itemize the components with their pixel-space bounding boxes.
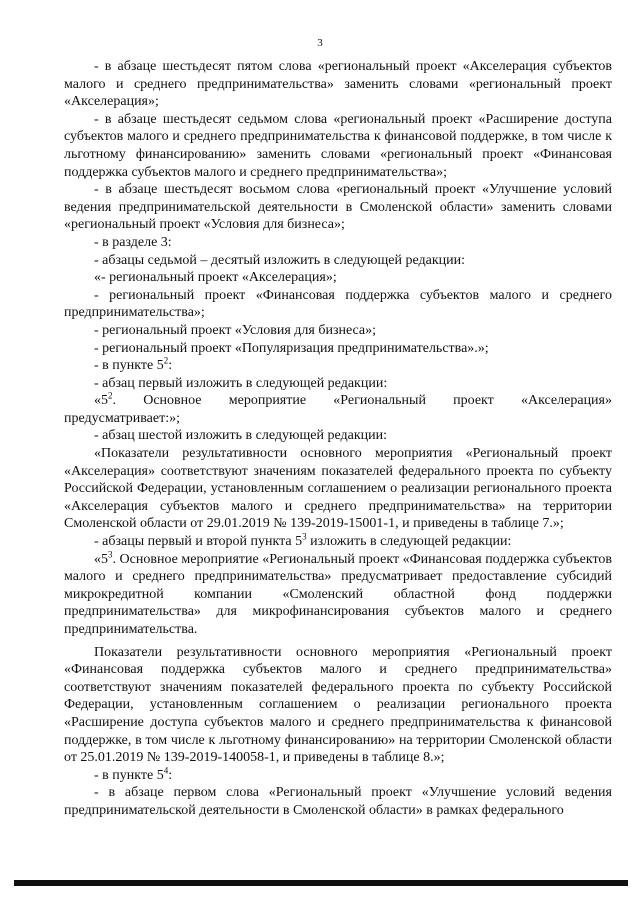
document-paragraph: - в абзаце первом слова «Региональный проект «Улучшение условий ведения предпринимательской деятельности в Смоленской области» в рамках федерального <box>64 785 612 818</box>
superscript: 2 <box>163 355 169 366</box>
document-paragraph <box>64 533 612 551</box>
document-paragraph: «Показатели результативности основного мероприятия «Региональный проект «Акселерация» соответствуют значениям показателей федерального проекта по субъекту Российской Федерации, установленным соглашением о реализации регионального проекта «Акселерация субъектов малого и среднего предпринимательства» на территории Смоленской области от 29.01.2019 № 139-2019-15001-1, и приведены в таблице 7.»; <box>64 446 612 532</box>
paragraph-text: . Основное мероприятие «Региональный проект «Финансовая поддержка субъектов малого и среднего предпринимательства» предусматривает предоставление субсидий микрокредитной компании «Смоленский областной фонд поддержки предпринимательства» для микрофинансирования субъектов малого и среднего предпринимательства. <box>64 551 612 637</box>
document-body <box>64 58 612 820</box>
document-paragraph: - региональный проект «Условия для бизнеса»; <box>94 322 377 338</box>
page-number: 3 <box>317 37 323 49</box>
document-paragraph: - абзац первый изложить в следующей редакции: <box>94 375 388 391</box>
document-paragraph: «- региональный проект «Акселерация»; <box>94 270 337 286</box>
superscript: 3 <box>302 531 307 542</box>
document-paragraph: - в абзаце шестьдесят пятом слова «региональный проект «Акселерация субъектов малого и среднего предпринимательства» заменить словами «региональный проект «Акселерация»; <box>64 59 612 110</box>
paragraph-text: . Основное мероприятие «Региональный проект «Акселерация» предусматривает:»; <box>64 393 612 426</box>
page-bottom-border <box>14 880 628 886</box>
document-paragraph: - абзац шестой изложить в следующей редакции: <box>94 428 387 444</box>
document-paragraph: - в абзаце шестьдесят восьмом слова «региональный проект «Улучшение условий ведения предпринимательской деятельности в Смоленской области» заменить словами «региональный проект «Условия для бизнеса»; <box>64 182 612 233</box>
paragraph-text: изложить в следующей редакции: <box>306 534 512 550</box>
paragraph-text: - абзацы первый и второй пункта 5 <box>94 534 303 550</box>
document-paragraph: Показатели результативности основного мероприятия «Региональный проект «Финансовая поддержка субъектов малого и среднего предпринимательства» соответствуют значениям показателей федерального проекта по субъекту Российской Федерации, установленным соглашением о реализации регионального проекта «Расширение доступа субъектов малого и среднего предпринимательства к финансовой поддержке, в том числе к льготному финансированию» на территории Смоленской области от 25.01.2019 № 139-2019-140058-1, и приведены в таблице 8.»; <box>64 644 612 766</box>
paragraph-text: «5 <box>94 393 108 409</box>
paragraph-text: : <box>168 358 173 374</box>
document-paragraph: - в абзаце шестьдесят седьмом слова «региональный проект «Расширение доступа субъектов малого и среднего предпринимательства к финансовой поддержке, в том числе к льготному финансированию» заменить словами «региональный проект «Финансовая поддержка субъектов малого и среднего предпринимательства»; <box>64 111 612 180</box>
document-paragraph <box>64 392 612 427</box>
paragraph-text: «5 <box>94 551 108 567</box>
document-paragraph <box>64 767 612 785</box>
superscript: 3 <box>108 548 113 559</box>
paragraph-text: : <box>168 767 173 783</box>
paragraph-text: - в пункте 5 <box>94 767 164 783</box>
paragraph-text: - в пункте 5 <box>94 358 164 374</box>
document-paragraph: - абзацы седьмой – десятый изложить в следующей редакции: <box>94 252 466 268</box>
superscript: 2 <box>108 390 113 401</box>
document-paragraph: - региональный проект «Популяризация предпринимательства».»; <box>94 340 489 356</box>
document-paragraph <box>64 357 612 375</box>
document-paragraph: - региональный проект «Финансовая поддержка субъектов малого и среднего предпринимательства»; <box>64 287 612 321</box>
superscript: 4 <box>163 765 169 776</box>
document-paragraph: - в разделе 3: <box>94 234 172 250</box>
document-paragraph <box>64 548 612 639</box>
